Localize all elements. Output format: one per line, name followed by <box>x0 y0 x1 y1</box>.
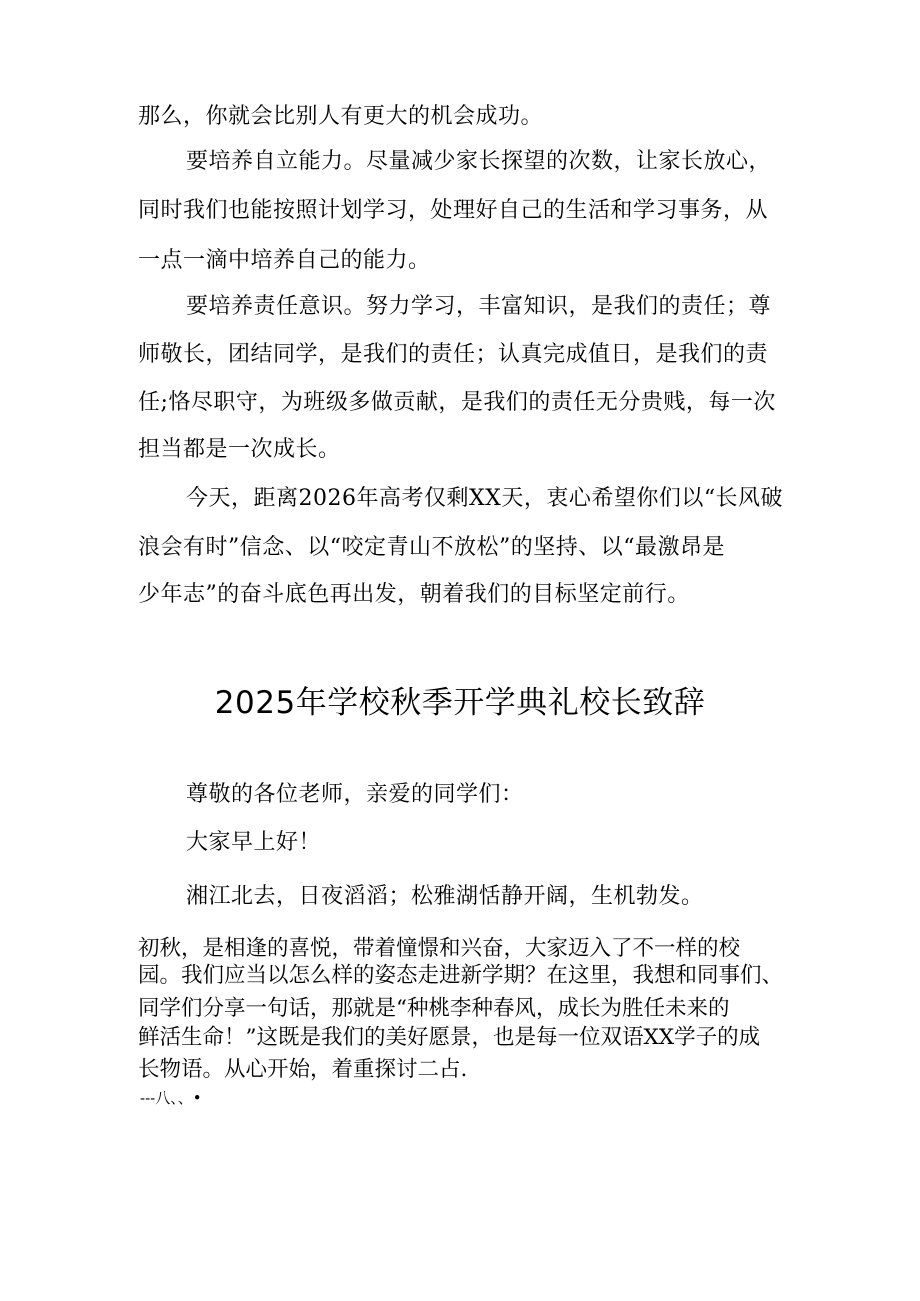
body-line: 鲜活生命！”这既是我们的美好愿景，也是每一位双语XX学子的成 <box>138 1025 761 1050</box>
body-line: 长物语。从心开始，着重探讨二占. <box>138 1057 468 1082</box>
body-line: 初秋，是相逢的喜悦，带着憧憬和兴奋，大家迈入了不一样的校 <box>138 936 741 961</box>
paragraph-line: 今天，距离2026年高考仅剩XX天，衷心希望你们以“长风破 <box>186 486 784 511</box>
morning-line: 大家早上好！ <box>186 830 322 855</box>
paragraph-line: 一点一滴中培养自己的能力。 <box>138 248 431 273</box>
paragraph-line: 师敬长，团结同学，是我们的责任；认真完成值日，是我们的责 <box>138 342 769 367</box>
paragraph-line: 要培养责任意识。努力学习，丰富知识，是我们的责任；尊 <box>186 294 772 319</box>
scenery-line: 湘江北去，日夜滔滔；松雅湖恬静开阔，生机勃发。 <box>186 884 704 909</box>
paragraph-line: 浪会有时”信念、以“咬定青山不放松”的坚持、以“最激昂是 <box>138 535 725 560</box>
greeting-line: 尊敬的各位老师，亲爱的同学们： <box>186 782 524 807</box>
speech-title: 2025年学校秋季开学典礼校长致辞 <box>214 685 706 721</box>
body-line: 同学们分享一句话，那就是“种桃李种春风，成长为胜任未来的 <box>138 996 730 1021</box>
paragraph-line: 那么，你就会比别人有更大的机会成功。 <box>138 104 544 129</box>
body-line: 园。我们应当以怎么样的姿态走进新学期？在这里，我想和同事们、 <box>138 963 784 988</box>
paragraph-line: 任;恪尽职守，为班级多做贡献，是我们的责任无分贵贱，每一次 <box>138 390 776 415</box>
paragraph-line: 担当都是一次成长。 <box>138 437 341 462</box>
paragraph-line: 少年志”的奋斗底色再出发，朝着我们的目标坚定前行。 <box>138 582 690 607</box>
paragraph-line: 要培养自立能力。尽量减少家长探望的次数，让家长放心， <box>186 149 772 174</box>
trailing-fragment: ---八、、• <box>140 1089 202 1107</box>
paragraph-line: 同时我们也能按照计划学习，处理好自己的生活和学习事务，从 <box>138 198 769 223</box>
